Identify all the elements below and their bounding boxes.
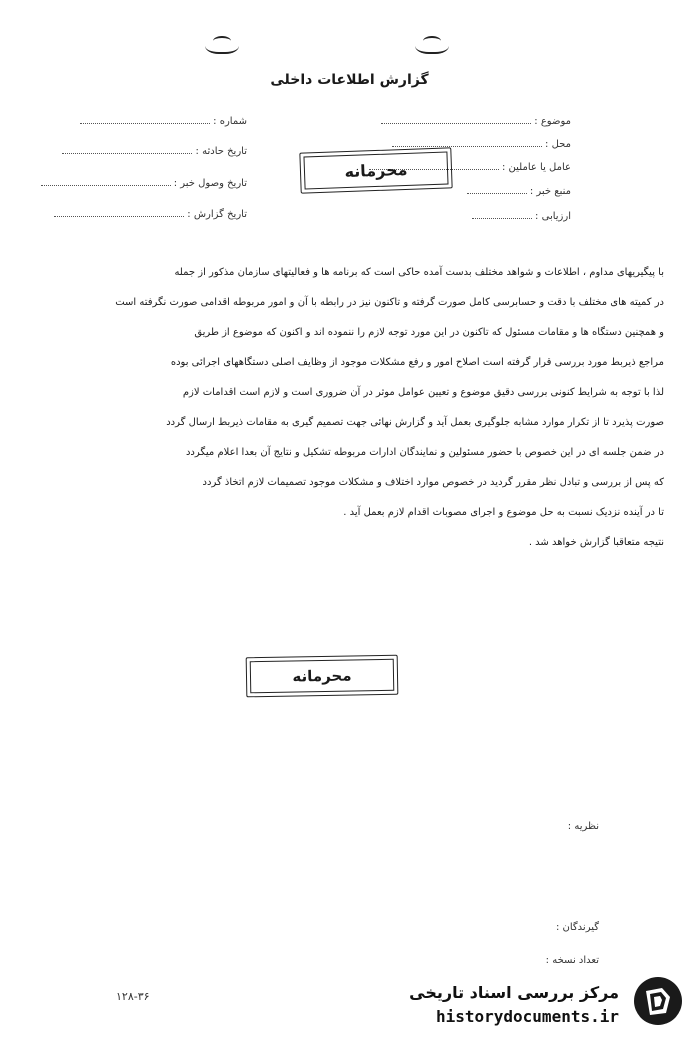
field-assessment-label: ارزیابی [541, 211, 571, 222]
document-title: گزارش اطلاعات داخلی [270, 72, 429, 88]
body-line: لذا با توجه به شرایط کنونی بررسی دقیق موضوع و تعیین عوامل موثر در آن ضروری است و لازم است اقدامات لازم [182, 387, 664, 398]
field-subject-value [381, 114, 531, 124]
field-assessment: ارزیابی : [472, 209, 571, 222]
body-line: صورت پذیرد تا از تکرار موارد مشابه جلوگیری بعمل آید و گزارش نهائی جهت تصمیم گیری به مقامات ذیربط ارسال گردد [166, 417, 664, 428]
field-news-source-value [467, 184, 527, 194]
archive-logo-icon [632, 975, 684, 1027]
comment-label: نظریه : [567, 821, 599, 832]
field-assessment-value [472, 209, 532, 219]
field-subject: موضوع : [381, 114, 571, 127]
body-line: و همچنین دستگاه ها و مقامات مسئول که تاکنون در این مورد توجه لازم را ننموده اند و اکنون که موضوع از طریق [194, 327, 664, 338]
field-news-source-label: منبع خبر [536, 186, 571, 197]
body-line: تا در آینده نزدیک نسبت به حل موضوع و اجرای مصوبات اقدام لازم بعمل آید . [343, 507, 664, 518]
archive-url: historydocuments.ir [435, 1007, 619, 1026]
field-incident-date-label: تاریخ حادثه [202, 146, 247, 157]
field-agents: عامل یا عاملین : [369, 160, 571, 173]
field-incident-date: تاریخ حادثه : [62, 144, 247, 157]
field-report-date-label: تاریخ گزارش [193, 209, 247, 220]
emblem-right-icon [415, 34, 449, 54]
confidential-stamp-bottom-text: محرمانه [250, 659, 395, 694]
field-number-label: شماره [219, 116, 247, 127]
body-line: مراجع ذیربط مورد بررسی قرار گرفته است اصلاح امور و رفع مشکلات موجود از وظایف اصلی دستگاههای اجرائی بوده [170, 357, 664, 368]
field-agents-label: عامل یا عاملین [508, 162, 571, 173]
field-news-receipt-date-label: تاریخ وصول خبر [180, 178, 247, 189]
field-news-source: منبع خبر : [467, 184, 571, 197]
emblem-left-icon [205, 34, 239, 54]
field-incident-date-value [62, 144, 192, 154]
field-location-value [392, 137, 542, 147]
body-line: در کمیته های مختلف با دقت و حسابرسی کامل صورت گرفته و تاکنون نیز در رابطه با آن و امور مربوطه اقدامی صورت نگرفته است [115, 297, 664, 308]
comment-label-text: نظریه [574, 821, 599, 832]
recipients-label: گیرندگان : [555, 922, 599, 933]
confidential-stamp-top [299, 147, 452, 193]
report-body [34, 258, 664, 558]
field-number: شماره : [80, 114, 247, 127]
body-line: با پیگیریهای مداوم ، اطلاعات و شواهد مختلف بدست آمده حاکی است که برنامه ها و فعالیتهای سازمان مذکور از جمله [174, 267, 664, 278]
field-report-date: تاریخ گزارش : [54, 207, 247, 220]
field-news-receipt-date-value [41, 176, 171, 186]
archive-name: مرکز بررسی اسناد تاریخی [409, 983, 619, 1002]
field-news-receipt-date: تاریخ وصول خبر : [41, 176, 247, 189]
body-line: که پس از بررسی و تبادل نظر مقرر گردید در خصوص موارد اختلاف و مشکلات موجود تصمیمات لازم اتخاذ گردد [202, 477, 664, 488]
body-line: در ضمن جلسه ای در این خصوص با حضور مسئولین و نمایندگان ادارات مربوطه تشکیل و نتایج آن بعدا اعلام میگردد [185, 447, 664, 458]
field-report-date-value [54, 207, 184, 217]
field-location: محل : [392, 137, 571, 150]
document-number: ۱۲۸-۳۶ [116, 990, 150, 1003]
copies-label: تعداد نسخه : [545, 955, 599, 966]
field-number-value [80, 114, 210, 124]
body-line: نتیجه متعاقبا گزارش خواهد شد . [528, 537, 664, 548]
confidential-stamp-bottom [246, 655, 399, 698]
recipients-label-text: گیرندگان [562, 922, 599, 933]
field-subject-label: موضوع [540, 116, 571, 127]
field-location-label: محل [551, 139, 571, 150]
copies-label-text: تعداد نسخه [552, 955, 599, 966]
confidential-stamp-top-text: محرمانه [303, 151, 448, 189]
